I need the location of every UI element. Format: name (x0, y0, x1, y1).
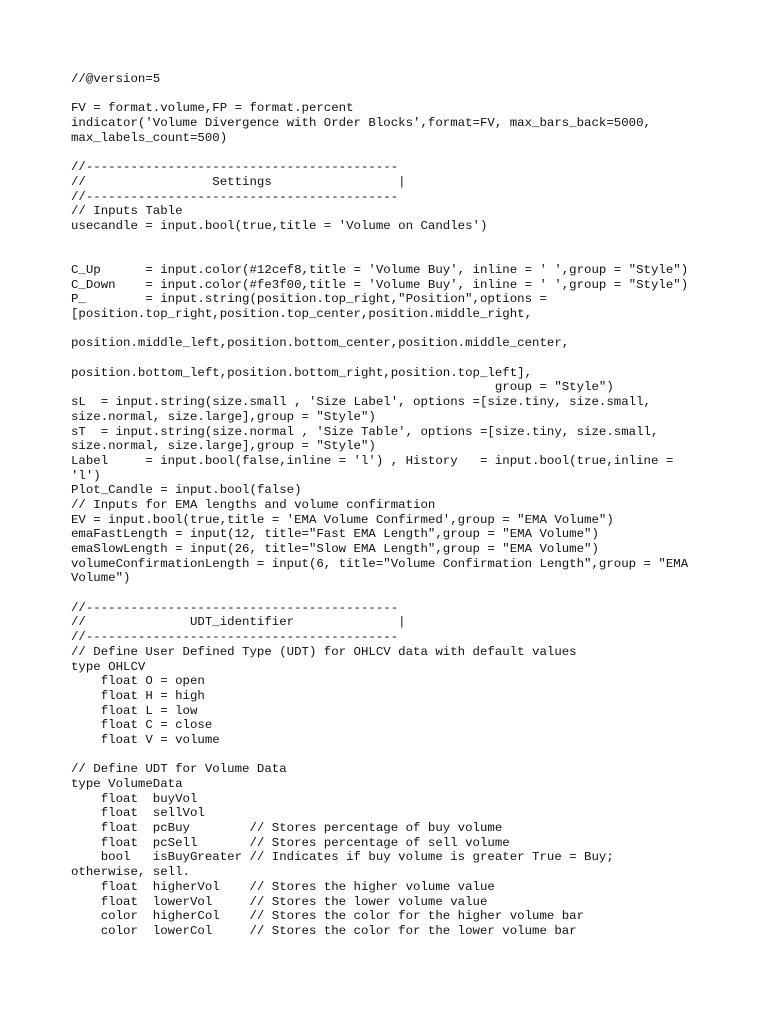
code-line: otherwise, sell. (71, 865, 190, 880)
code-line: bool isBuyGreater // Indicates if buy volume is greater True = Buy; (71, 850, 614, 865)
code-line: usecandle = input.bool(true,title = 'Volume on Candles') (71, 218, 488, 233)
code-line: float pcSell // Stores percentage of sell volume (71, 835, 510, 850)
blank-line (71, 234, 711, 249)
code-line: group = "Style") (71, 380, 614, 395)
code-line: sT = input.string(size.normal , 'Size Table', options =[size.tiny, size.small, (71, 424, 659, 439)
code-line: //------------------------------------------ (71, 630, 399, 645)
code-line: sL = input.string(size.small , 'Size Label', options =[size.tiny, size.small, (71, 395, 651, 410)
code-line: Label = input.bool(false,inline = 'l') , History = input.bool(true,inline = (71, 453, 674, 468)
code-line: // Define UDT for Volume Data (71, 762, 287, 777)
code-line: EV = input.bool(true,title = 'EMA Volume Confirmed',group = "EMA Volume") (71, 512, 614, 527)
code-line: float V = volume (71, 732, 220, 747)
code-line: 'l') (71, 468, 101, 483)
code-line: Volume") (71, 571, 131, 586)
code-line: float lowerVol // Stores the lower volume value (71, 894, 488, 909)
blank-line (71, 586, 711, 601)
code-line: // Define User Defined Type (UDT) for OHLCV data with default values (71, 644, 577, 659)
code-line: Plot_Candle = input.bool(false) (71, 483, 302, 498)
code-line: float L = low (71, 703, 198, 718)
blank-line (71, 145, 711, 160)
blank-line (71, 351, 711, 366)
code-line: type VolumeData (71, 777, 183, 791)
blank-line (71, 87, 711, 102)
code-line: size.normal, size.large],group = "Style") (71, 439, 376, 454)
code-line: emaSlowLength = input(26, title="Slow EMA Length",group = "EMA Volume") (71, 542, 599, 556)
code-line: emaFastLength = input(12, title="Fast EMA Length",group = "EMA Volume") (71, 527, 599, 542)
code-line: indicator('Volume Divergence with Order Blocks',format=FV, max_bars_back=5000, (71, 116, 651, 131)
code-line: type OHLCV (71, 659, 146, 674)
code-line: // Inputs for EMA lengths and volume confirmation (71, 497, 436, 512)
code-line: float O = open (71, 674, 205, 689)
code-line: max_labels_count=500) (71, 130, 228, 145)
code-line: C_Up = input.color(#12cef8,title = 'Volume Buy', inline = ' ',group = "Style") (71, 262, 689, 277)
blank-line (71, 248, 711, 263)
code-line: //@version=5 (71, 72, 161, 86)
code-line: //------------------------------------------ (71, 160, 399, 175)
code-line: // UDT_identifier | (71, 615, 406, 630)
code-line: float buyVol (71, 791, 198, 806)
blank-line (71, 322, 711, 337)
code-line: // Settings | (71, 174, 406, 189)
code-line: float H = high (71, 688, 205, 703)
code-line: FV = format.volume,FP = format.percent (71, 101, 354, 116)
code-line: //------------------------------------------ (71, 600, 399, 615)
code-line: float higherVol // Stores the higher volume value (71, 879, 495, 894)
code-line: volumeConfirmationLength = input(6, title="Volume Confirmation Length",group = "EMA (71, 556, 689, 571)
code-line: // Inputs Table (71, 204, 183, 219)
code-line: position.middle_left,position.bottom_center,position.middle_center, (71, 336, 570, 351)
blank-line (71, 748, 711, 763)
code-line: //------------------------------------------ (71, 189, 399, 204)
code-line: size.normal, size.large],group = "Style") (71, 409, 376, 424)
code-line: position.bottom_left,position.bottom_right,position.top_left], (71, 365, 533, 380)
code-line: [position.top_right,position.top_center,position.middle_right, (71, 307, 533, 321)
code-line: color higherCol // Stores the color for the higher volume bar (71, 909, 585, 924)
code-line: float C = close (71, 718, 213, 733)
code-line: color lowerCol // Stores the color for the lower volume bar (71, 923, 577, 938)
code-line: C_Down = input.color(#fe3f00,title = 'Volume Buy', inline = ' ',group = "Style") (71, 277, 689, 292)
code-line: float pcBuy // Stores percentage of buy volume (71, 821, 503, 836)
code-listing (71, 72, 711, 939)
code-line: float sellVol (71, 806, 205, 821)
code-line: P_ = input.string(position.top_right,"Position",options = (71, 292, 547, 307)
